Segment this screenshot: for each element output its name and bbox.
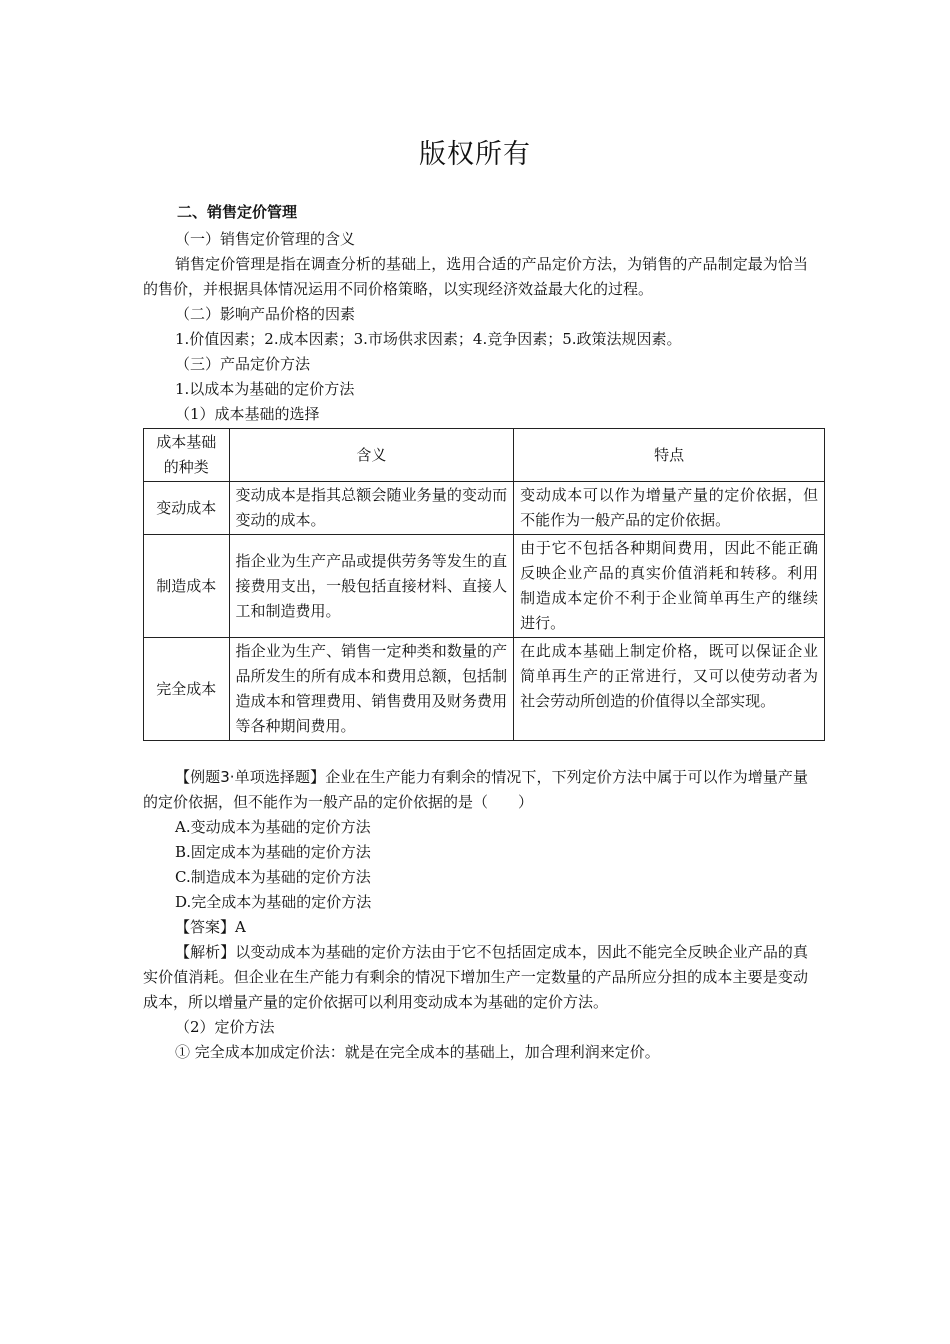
option-c: C.制造成本为基础的定价方法 bbox=[175, 868, 371, 886]
subsection-title: （一）销售定价管理的含义 bbox=[175, 230, 356, 248]
table-row bbox=[144, 482, 825, 535]
table-cell-meaning: 变动成本是指其总额会随业务量的变动而变动的成本。 bbox=[229, 482, 514, 535]
table-header-cell: 成本基础的种类 bbox=[144, 429, 230, 482]
page-title: 版权所有 bbox=[419, 139, 531, 170]
subsection-title: （二）影响产品价格的因素 bbox=[175, 305, 356, 323]
analysis-text: 以变动成本为基础的定价方法由于它不包括固定成本，因此不能完全反映企业产品的真实价值消耗。但企业在生产能力有剩余的情况下增加生产一定数量的产品所应分担的成本主要是变动成本，所以增量产量的定价依据可以利用变动成本为基础的定价方法。 bbox=[143, 943, 808, 1011]
definition-paragraph: 销售定价管理是指在调查分析的基础上，选用合适的产品定价方法，为销售的产品制定最为恰当的售价，并根据具体情况运用不同价格策略，以实现经济效益最大化的过程。 bbox=[143, 255, 808, 298]
pricing-item: ① 完全成本加成定价法：就是在完全成本的基础上，加合理利润来定价。 bbox=[175, 1043, 660, 1061]
table-cell-feature: 变动成本可以作为增量产量的定价依据，但不能作为一般产品的定价依据。 bbox=[514, 482, 825, 535]
analysis-paragraph bbox=[143, 940, 808, 1015]
answer-label: 【答案】 bbox=[175, 918, 236, 936]
table-cell-meaning: 指企业为生产、销售一定种类和数量的产品所发生的所有成本和费用总额，包括制造成本和管理费用、销售费用及财务费用等各种期间费用。 bbox=[229, 638, 514, 741]
table-cell-meaning: 指企业为生产产品或提供劳务等发生的直接费用支出，一般包括直接材料、直接人工和制造费用。 bbox=[229, 535, 514, 638]
table-cell-type: 制造成本 bbox=[144, 535, 230, 638]
factors-list: 1.价值因素；2.成本因素；3.市场供求因素；4.竞争因素；5.政策法规因素。 bbox=[175, 330, 682, 348]
example-question bbox=[143, 765, 808, 815]
cost-basis-table bbox=[143, 428, 825, 741]
table-header-cell: 特点 bbox=[514, 429, 825, 482]
option-d: D.完全成本为基础的定价方法 bbox=[175, 893, 372, 911]
example-label: 【例题3·单项选择题】 bbox=[175, 768, 326, 786]
table-cell-feature: 在此成本基础上制定价格，既可以保证企业简单再生产的正常进行，又可以使劳动者为社会劳动所创造的价值得以全部实现。 bbox=[514, 638, 825, 741]
analysis-label: 【解析】 bbox=[175, 943, 236, 961]
table-cell-feature: 由于它不包括各种期间费用，因此不能正确反映企业产品的真实价值消耗和转移。利用制造成本定价不利于企业简单再生产的继续进行。 bbox=[514, 535, 825, 638]
method-title: 1.以成本为基础的定价方法 bbox=[175, 380, 355, 398]
table-row bbox=[144, 535, 825, 638]
table-row bbox=[144, 638, 825, 741]
option-b: B.固定成本为基础的定价方法 bbox=[175, 843, 371, 861]
table-cell-type: 变动成本 bbox=[144, 482, 230, 535]
subsection-title: （三）产品定价方法 bbox=[175, 355, 311, 373]
section-heading: 二、销售定价管理 bbox=[177, 203, 298, 221]
example-question-text: 企业在生产能力有剩余的情况下，下列定价方法中属于可以作为增量产量的定价依据，但不能作为一般产品的定价依据的是（ ） bbox=[143, 768, 808, 811]
document-body bbox=[143, 198, 818, 1065]
method-subtitle: （1）成本基础的选择 bbox=[175, 405, 320, 423]
pricing-subtitle: （2）定价方法 bbox=[175, 1018, 275, 1036]
option-a: A.变动成本为基础的定价方法 bbox=[175, 818, 371, 836]
answer-value: A bbox=[235, 918, 246, 936]
table-header-cell: 含义 bbox=[229, 429, 514, 482]
table-header-row bbox=[144, 429, 825, 482]
answer-line bbox=[143, 915, 808, 940]
table-cell-type: 完全成本 bbox=[144, 638, 230, 741]
